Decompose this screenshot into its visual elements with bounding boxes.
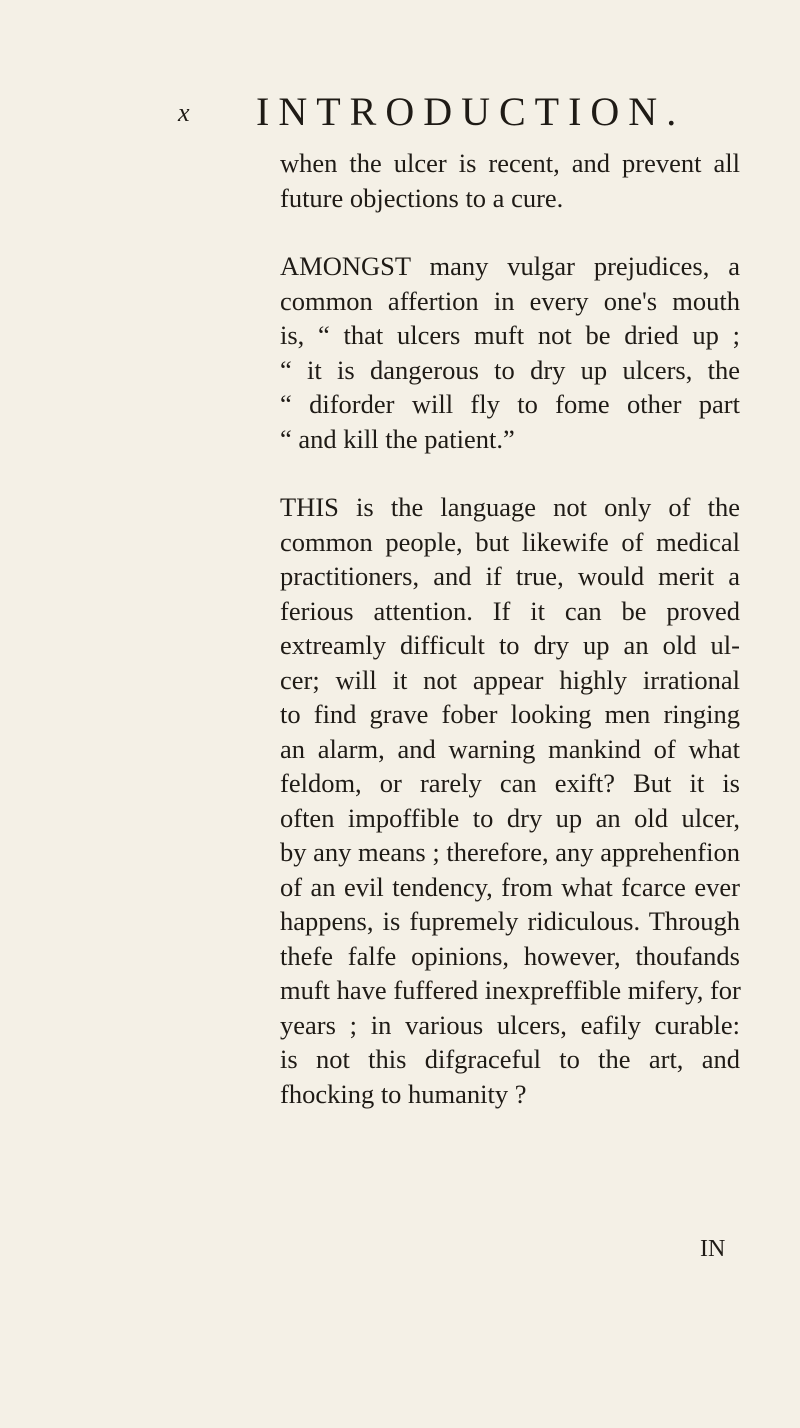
- text-line: “ it is dangerous to dry up ulcers, the: [280, 354, 740, 385]
- text-line: THIS is the language not only of the: [280, 492, 740, 522]
- text-line: common people, but likewife of medical: [280, 526, 740, 557]
- text-line: practitioners, and if true, would merit a: [280, 561, 740, 591]
- text-line: AMONGST many vulgar prejudices, a: [280, 251, 740, 281]
- body-text: [280, 146, 740, 1111]
- text-line: to find grave fober looking men ringing: [280, 699, 740, 729]
- text-line: an alarm, and warning mankind of what: [280, 733, 740, 764]
- text-line: happens, is fupremely ridiculous. Through: [280, 906, 740, 936]
- text-line: cer; will it not appear highly irrational: [280, 664, 740, 695]
- text-line: thefe falfe opinions, however, thoufands: [280, 940, 740, 971]
- text-line: “ and kill the patient.”: [280, 423, 515, 454]
- text-line: often impoffible to dry up an old ulcer,: [280, 802, 740, 833]
- text-line: common affertion in every one's mouth: [280, 285, 740, 316]
- text-line: “ diforder will fly to fome other part: [280, 389, 740, 419]
- text-line: feldom, or rarely can exift? But it is: [280, 768, 740, 798]
- text-line: fhocking to humanity ?: [280, 1078, 527, 1109]
- paragraph: [280, 249, 740, 456]
- text-line: when the ulcer is recent, and prevent all: [280, 148, 740, 178]
- text-line: is, “ that ulcers muft not be dried up ;: [280, 320, 740, 350]
- page-number: x: [178, 98, 190, 127]
- paragraph: [280, 146, 740, 215]
- text-line: is not this difgraceful to the art, and: [280, 1044, 740, 1074]
- text-line: years ; in various ulcers, eafily curable:: [280, 1009, 740, 1040]
- text-line: of an evil tendency, from what fcarce ever: [280, 871, 740, 902]
- text-line: future objections to a cure.: [280, 182, 564, 213]
- catchword: IN: [700, 1236, 726, 1262]
- paragraph: [280, 490, 740, 1111]
- text-line: muft have fuffered inexpreffible mifery, for: [280, 975, 741, 1005]
- text-line: by any means ; therefore, any apprehenfion: [280, 837, 740, 867]
- text-line: extreamly difficult to dry up an old ul-: [280, 630, 740, 660]
- running-title: INTRODUCTION.: [256, 89, 686, 134]
- text-line: ferious attention. If it can be proved: [280, 595, 740, 626]
- page-header: [0, 88, 800, 138]
